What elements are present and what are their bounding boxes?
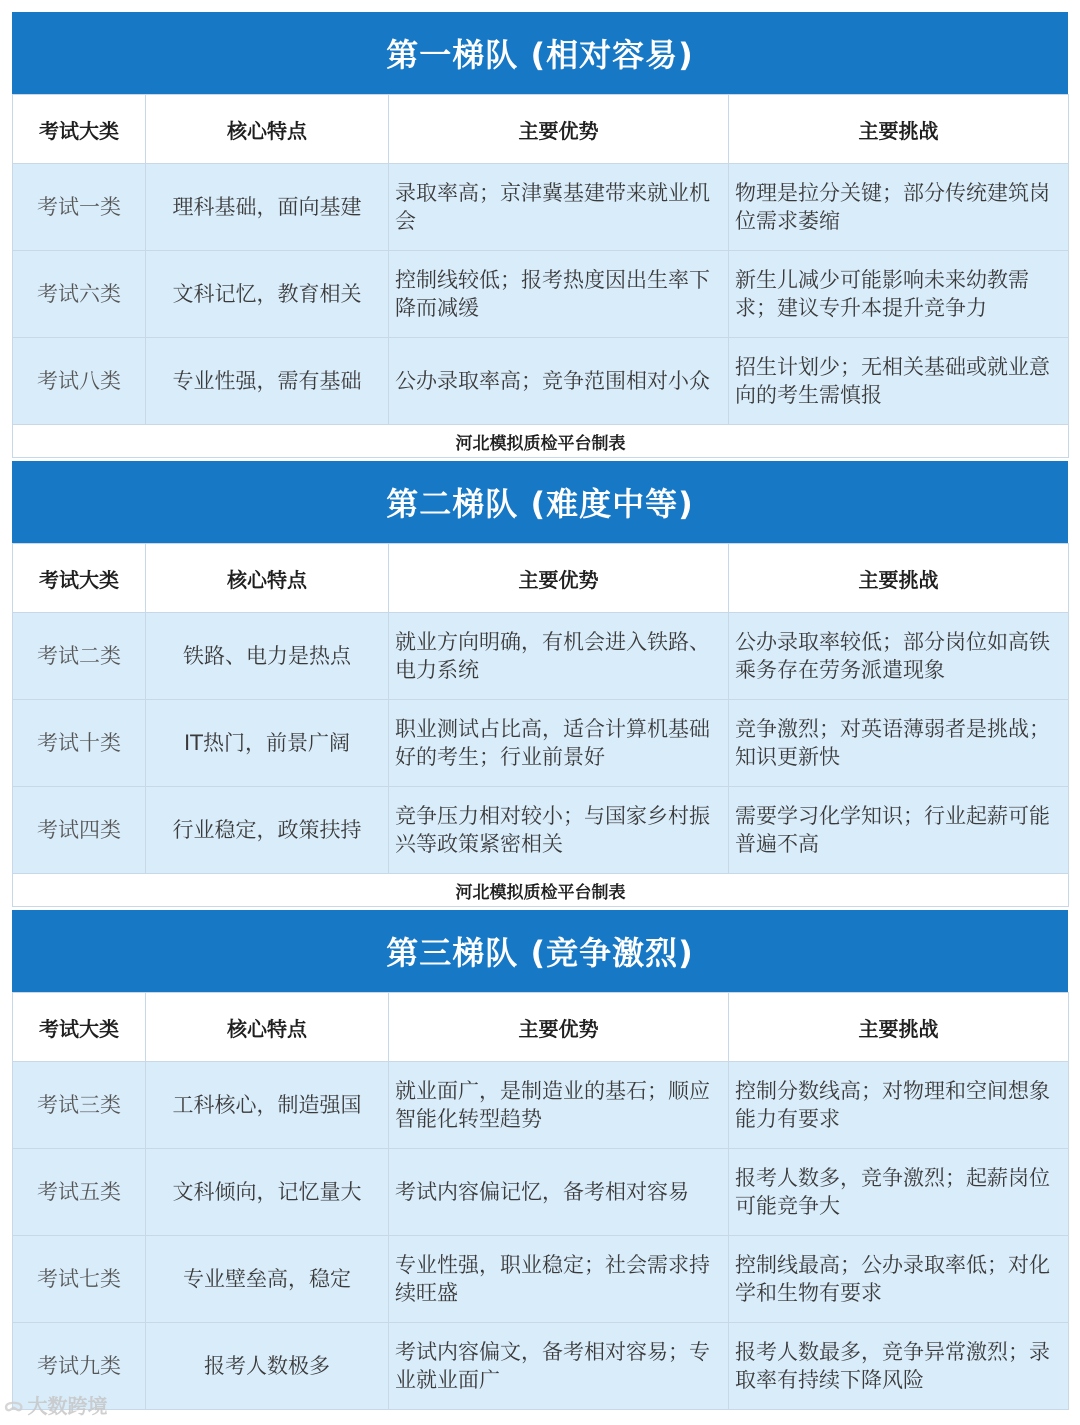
tier-table <box>12 94 1069 458</box>
table-row <box>13 164 1069 251</box>
advantage-cell: 竞争压力相对较小；与国家乡村振兴等政策紧密相关 <box>389 787 729 874</box>
table-row <box>13 787 1069 874</box>
table-header-row <box>13 993 1069 1062</box>
feature-cell: 文科倾向，记忆量大 <box>146 1149 389 1236</box>
challenge-cell: 招生计划少；无相关基础或就业意向的考生需慎报 <box>729 338 1069 425</box>
table-footer-row <box>13 874 1069 907</box>
category-cell: 考试三类 <box>13 1062 146 1149</box>
feature-cell: 专业壁垒高，稳定 <box>146 1236 389 1323</box>
table-row <box>13 613 1069 700</box>
watermark-logo-icon: ᯅ <box>4 1394 24 1416</box>
watermark <box>4 1390 107 1419</box>
column-header: 主要优势 <box>389 544 729 613</box>
advantage-cell: 考试内容偏文，备考相对容易；专业就业面广 <box>389 1323 729 1410</box>
source-note: 河北模拟质检平台制表 <box>13 874 1069 907</box>
feature-cell: 铁路、电力是热点 <box>146 613 389 700</box>
column-header: 核心特点 <box>146 95 389 164</box>
feature-cell: 行业稳定，政策扶持 <box>146 787 389 874</box>
category-cell: 考试二类 <box>13 613 146 700</box>
column-header: 核心特点 <box>146 993 389 1062</box>
challenge-cell: 物理是拉分关键；部分传统建筑岗位需求萎缩 <box>729 164 1069 251</box>
tier-title: 第二梯队 (难度中等) <box>12 461 1068 543</box>
advantage-cell: 就业方向明确，有机会进入铁路、电力系统 <box>389 613 729 700</box>
feature-cell: 理科基础，面向基建 <box>146 164 389 251</box>
challenge-cell: 新生儿减少可能影响未来幼教需求；建议专升本提升竞争力 <box>729 251 1069 338</box>
challenge-cell: 报考人数多，竞争激烈；起薪岗位可能竞争大 <box>729 1149 1069 1236</box>
advantage-cell: 考试内容偏记忆，备考相对容易 <box>389 1149 729 1236</box>
challenge-cell: 控制分数线高；对物理和空间想象能力有要求 <box>729 1062 1069 1149</box>
challenge-cell: 公办录取率较低；部分岗位如高铁乘务存在劳务派遣现象 <box>729 613 1069 700</box>
table-row <box>13 1149 1069 1236</box>
column-header: 考试大类 <box>13 95 146 164</box>
challenge-cell: 竞争激烈；对英语薄弱者是挑战；知识更新快 <box>729 700 1069 787</box>
feature-cell: 专业性强，需有基础 <box>146 338 389 425</box>
category-cell: 考试七类 <box>13 1236 146 1323</box>
category-cell: 考试一类 <box>13 164 146 251</box>
category-cell: 考试五类 <box>13 1149 146 1236</box>
tier-table <box>12 543 1069 907</box>
table-row <box>13 1323 1069 1410</box>
tier-table <box>12 992 1069 1410</box>
tier-title: 第三梯队 (竞争激烈) <box>12 910 1068 992</box>
category-cell: 考试八类 <box>13 338 146 425</box>
column-header: 核心特点 <box>146 544 389 613</box>
category-cell: 考试九类 <box>13 1323 146 1410</box>
column-header: 主要优势 <box>389 993 729 1062</box>
feature-cell: IT热门，前景广阔 <box>146 700 389 787</box>
table-row <box>13 1062 1069 1149</box>
challenge-cell: 控制线最高；公办录取率低；对化学和生物有要求 <box>729 1236 1069 1323</box>
column-header: 主要挑战 <box>729 993 1069 1062</box>
column-header: 考试大类 <box>13 993 146 1062</box>
advantage-cell: 就业面广，是制造业的基石；顺应智能化转型趋势 <box>389 1062 729 1149</box>
advantage-cell: 公办录取率高；竞争范围相对小众 <box>389 338 729 425</box>
table-row <box>13 700 1069 787</box>
advantage-cell: 控制线较低；报考热度因出生率下降而减缓 <box>389 251 729 338</box>
table-header-row <box>13 544 1069 613</box>
advantage-cell: 专业性强，职业稳定；社会需求持续旺盛 <box>389 1236 729 1323</box>
table-row <box>13 1236 1069 1323</box>
category-cell: 考试四类 <box>13 787 146 874</box>
watermark-text: 大数跨境 <box>27 1394 108 1418</box>
category-cell: 考试十类 <box>13 700 146 787</box>
tier-title: 第一梯队 (相对容易) <box>12 12 1068 94</box>
challenge-cell: 需要学习化学知识；行业起薪可能普遍不高 <box>729 787 1069 874</box>
feature-cell: 报考人数极多 <box>146 1323 389 1410</box>
column-header: 考试大类 <box>13 544 146 613</box>
challenge-cell: 报考人数最多，竞争异常激烈；录取率有持续下降风险 <box>729 1323 1069 1410</box>
advantage-cell: 录取率高；京津冀基建带来就业机会 <box>389 164 729 251</box>
source-note: 河北模拟质检平台制表 <box>13 425 1069 458</box>
feature-cell: 文科记忆，教育相关 <box>146 251 389 338</box>
table-footer-row <box>13 425 1069 458</box>
column-header: 主要挑战 <box>729 95 1069 164</box>
column-header: 主要优势 <box>389 95 729 164</box>
table-row <box>13 338 1069 425</box>
column-header: 主要挑战 <box>729 544 1069 613</box>
category-cell: 考试六类 <box>13 251 146 338</box>
feature-cell: 工科核心，制造强国 <box>146 1062 389 1149</box>
table-header-row <box>13 95 1069 164</box>
table-row <box>13 251 1069 338</box>
advantage-cell: 职业测试占比高，适合计算机基础好的考生；行业前景好 <box>389 700 729 787</box>
